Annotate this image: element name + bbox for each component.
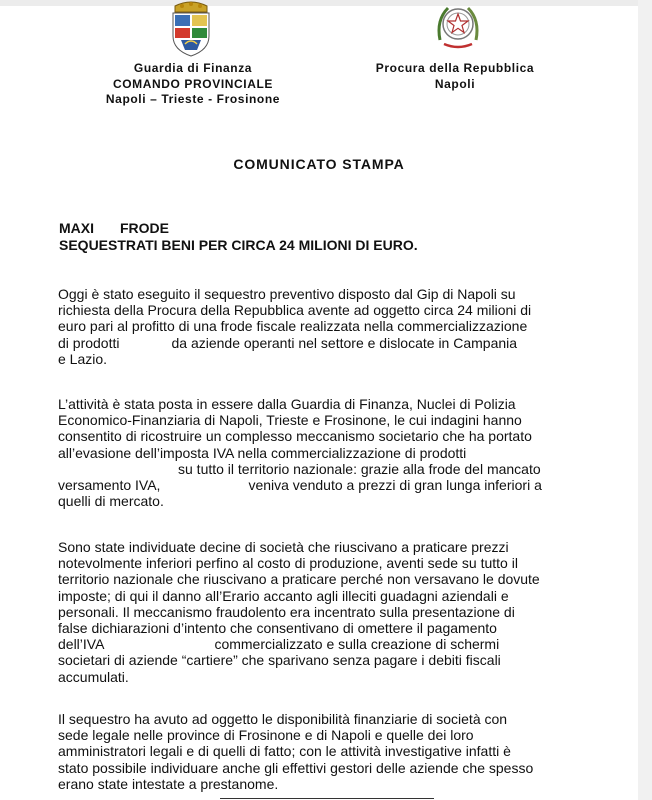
p1-line2: richiesta della Procura della Repubblica avente ad oggetto circa 24 milioni di <box>58 302 532 319</box>
org-left-line3: Napoli – Trieste - Frosinone <box>105 92 281 106</box>
p2-line4: all’evasione dell’imposta IVA nella commercializzazione di prodotti <box>58 444 467 461</box>
p2-line5-text: su tutto il territorio nazionale: grazie alla frode del mancato <box>178 460 541 477</box>
p3-line6: false dichiarazioni d’intento che consentivano di omettere il pagamento <box>58 620 497 637</box>
p1-line4b: da aziende operanti nel settore e dislocate in Campania <box>171 334 518 351</box>
p2-line1: L’attività è stata posta in essere dalla Guardia di Finanza, Nuclei di Polizia <box>58 396 516 412</box>
org-right-line1: Procura della Repubblica <box>375 61 535 75</box>
paragraph-2 <box>58 396 586 509</box>
org-left-line1: Guardia di Finanza <box>133 61 253 75</box>
p3-line1: Sono state individuate decine di società che riuscivano a praticare prezzi <box>58 539 509 555</box>
headline <box>59 220 418 254</box>
paragraph-1 <box>58 286 586 367</box>
p2-line2: Economico-Finanziaria di Napoli, Trieste e Frosinone, le cui indagini hanno <box>58 412 522 429</box>
p4-line1: Il sequestro ha avuto ad oggetto le disponibilità finanziarie di società con <box>58 711 508 727</box>
p2-line6b: veniva venduto a prezzi di gran lunga inferiori a <box>248 477 542 494</box>
p3-line7b: commercializzato e sulla creazione di schermi <box>214 636 500 653</box>
p3-line2: notevolmente inferiori perfino al costo di produzione, aventi sede su tutto il <box>58 555 518 572</box>
closing-underline <box>220 798 434 799</box>
p3-line9: accumulati. <box>58 668 129 685</box>
p1-line3: euro pari al profitto di una frode fiscale realizzata nella commercializzazione <box>58 318 528 335</box>
p3-line7 <box>58 636 586 652</box>
guardia-di-finanza-emblem-icon <box>169 0 213 58</box>
p1-line4 <box>58 335 586 351</box>
viewer-scroll-gutter[interactable] <box>638 0 652 800</box>
paragraph-3 <box>58 539 586 685</box>
document-heading: COMUNICATO STAMPA <box>233 156 405 172</box>
p2-line5 <box>58 461 586 477</box>
p3-line4: imposte; di qui il danno all’Erario accanto agli illeciti guadagni aziendali e <box>58 587 509 604</box>
headline-line2: SEQUESTRATI BENI PER CIRCA 24 MILIONI DI EURO. <box>59 237 418 253</box>
headline-word2: FRODE <box>120 220 169 236</box>
p1-line5: e Lazio. <box>58 350 108 367</box>
p3-line7a: dell’IVA <box>58 636 105 653</box>
p3-line8: societari di aziende “cartiere” che sparivano senza pagare i debiti fiscali <box>58 652 501 669</box>
p2-line7: quelli di mercato. <box>58 493 164 510</box>
repubblica-italiana-emblem-icon <box>434 0 482 52</box>
p2-line6 <box>58 477 586 493</box>
paragraph-4 <box>58 711 586 792</box>
headline-line1 <box>59 220 418 237</box>
p4-line2: sede legale nelle province di Frosinone e di Napoli e quelle dei loro <box>58 727 474 744</box>
p3-line3: territorio nazionale che riuscivano a praticare perché non versavano le dovute <box>58 571 540 588</box>
org-left-line2: COMANDO PROVINCIALE <box>112 76 274 91</box>
p3-line5: personali. Il meccanismo fraudolento era incentrato sulla presentazione di <box>58 603 515 620</box>
p2-line6a: versamento IVA, <box>58 477 161 494</box>
p1-line1: Oggi è stato eseguito il sequestro preventivo disposto dal Gip di Napoli su <box>58 286 516 302</box>
p1-line4a: di prodotti <box>58 334 120 351</box>
org-right-line2: Napoli <box>434 76 476 91</box>
p2-line3: consentito di ricostruire un complesso meccanismo societario che ha portato <box>58 428 532 445</box>
viewer-top-bar <box>0 0 638 6</box>
p4-line5: erano state intestate a prestanome. <box>58 775 279 792</box>
header-right-organization <box>360 61 550 92</box>
headline-word1: MAXI <box>59 220 94 236</box>
p4-line4: stato possibile individuare anche gli effettivi gestori delle aziende che spesso <box>58 759 534 776</box>
header-left-organization <box>88 61 298 108</box>
p4-line3: amministratori legali e di quelli di fatto; con le attività investigative infatti è <box>58 743 511 760</box>
